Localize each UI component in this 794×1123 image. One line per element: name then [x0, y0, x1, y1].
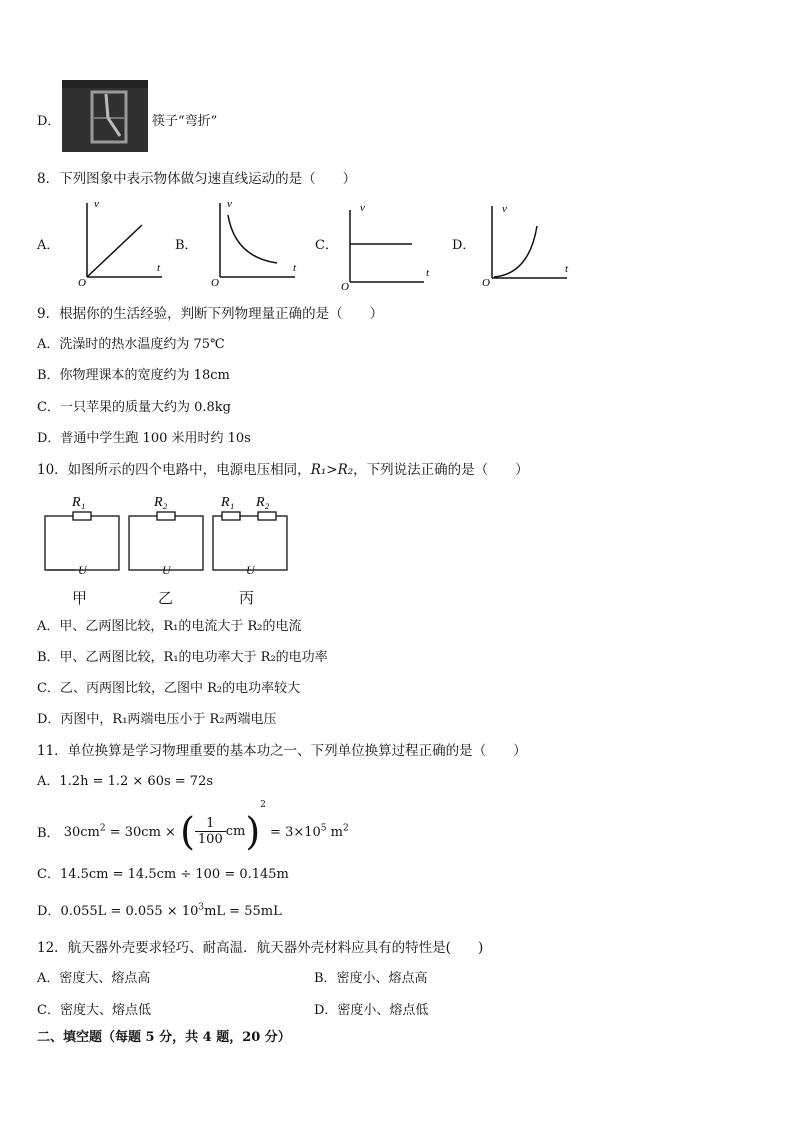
section-2-title: 二、填空题（每题 5 分，共 4 题，20 分） — [37, 1030, 291, 1045]
graph-c — [322, 200, 437, 290]
graph-d — [467, 200, 582, 290]
graph-d-v: v — [502, 203, 507, 215]
graph-c-v: v — [360, 202, 365, 214]
circuit-diagrams — [40, 488, 300, 578]
graph-b — [195, 197, 310, 287]
caption-yi: 乙 — [158, 589, 174, 607]
q11-option-a: A．1.2h = 1.2 × 60s = 72s — [37, 774, 214, 789]
q10-option-b: B．甲、乙两图比较，R₁的电功率大于 R₂的电功率 — [37, 650, 328, 665]
q10-option-c: C．乙、丙两图比较，乙图中 R₂的电功率较大 — [37, 681, 301, 696]
circuit-bing-r2-label: R₂ — [256, 495, 270, 510]
graph-b-o: O — [211, 277, 219, 287]
circuit-yi-u-label: U — [162, 563, 171, 577]
circuit-jia-wire — [45, 516, 119, 570]
graph-a-o: O — [78, 277, 86, 287]
graph-a — [62, 197, 172, 287]
circuit-jia-resistor — [73, 512, 91, 520]
circuit-yi-wire — [129, 516, 203, 570]
q10-option-d: D．丙图中，R₁两端电压小于 R₂两端电压 — [37, 712, 277, 727]
q8-option-a-letter: A． — [37, 238, 60, 253]
circuit-bing-resistor-2 — [258, 512, 276, 520]
q11-option-c: C．14.5cm = 14.5cm ÷ 100 = 0.145m — [37, 867, 289, 882]
q12-stem: 12．航天器外壳要求轻巧、耐高温．航天器外壳材料应具有的特性是( ) — [37, 940, 484, 956]
graph-d-o: O — [482, 277, 490, 289]
q12-option-c: C．密度大、熔点低 — [37, 1003, 151, 1018]
q9-option-a: A．洗澡时的热水温度约为 75℃ — [37, 337, 225, 352]
chopsticks-photo — [62, 80, 148, 152]
graph-c-o: O — [341, 281, 349, 290]
q10-stem: 10．如图所示的四个电路中，电源电压相同，R₁>R₂，下列说法正确的是（ ） — [37, 462, 529, 478]
q8-stem: 8．下列图象中表示物体做匀速直线运动的是（ ） — [37, 171, 357, 187]
q11-option-d: D．$0.055L = 0.055 \times 10^3mL = 55mL$ — [37, 902, 282, 919]
circuit-jia-u-label: U — [78, 563, 87, 577]
caption-jia: 甲 — [72, 589, 88, 607]
q10-option-a: A．甲、乙两图比较，R₁的电流大于 R₂的电流 — [37, 619, 302, 634]
circuit-bing-resistor-1 — [222, 512, 240, 520]
q8-option-c-letter: C． — [315, 238, 338, 253]
q11-b-left: $30cm^2 = 30cm$ × — [63, 823, 176, 840]
q7-option-d-text: 筷子“弯折” — [152, 114, 218, 129]
graph-c-t: t — [426, 267, 430, 279]
q11-stem: 11．单位换算是学习物理重要的基本功之一、下列单位换算过程正确的是（ ） — [37, 743, 527, 759]
circuit-jia-r-label: R₁ — [72, 495, 86, 510]
circuit-bing-wire — [213, 516, 287, 570]
q12-option-a: A．密度大、熔点高 — [37, 971, 151, 986]
circuit-bing-r1-label: R₁ — [221, 495, 235, 510]
q12-option-b: B．密度小、熔点高 — [314, 971, 428, 986]
q9-option-b: B．你物理课本的宽度约为 18cm — [37, 368, 230, 383]
graph-d-t: t — [565, 263, 569, 275]
q11-b-fraction: $\frac{1}{100}$ — [195, 816, 226, 847]
q8-option-d-letter: D． — [452, 238, 476, 253]
graph-a-t: t — [157, 262, 161, 274]
q9-stem: 9．根据你的生活经验，判断下列物理量正确的是（ ） — [37, 306, 384, 322]
q7-option-d-letter: D． — [37, 114, 61, 129]
graph-b-t: t — [293, 262, 297, 274]
q12-option-d: D．密度小、熔点低 — [314, 1003, 429, 1018]
q9-option-c: C．一只苹果的质量大约为 0.8kg — [37, 400, 231, 415]
graph-b-v: v — [227, 198, 232, 210]
q9-option-d: D．普通中学生跑 100 米用时约 10s — [37, 431, 251, 446]
q11-option-b: B． $30cm^2 = 30cm$ × ( $\frac{1}{100}$ $cm)^2 = 3\times 10^5$ $m^2$ — [37, 800, 349, 854]
q8-option-b-letter: B． — [175, 238, 198, 253]
circuit-yi-resistor — [157, 512, 175, 520]
circuit-bing-u-label: U — [246, 563, 255, 577]
circuit-yi-r-label: R₂ — [154, 495, 168, 510]
caption-bing: 丙 — [239, 589, 255, 607]
graph-a-v: v — [94, 198, 99, 210]
